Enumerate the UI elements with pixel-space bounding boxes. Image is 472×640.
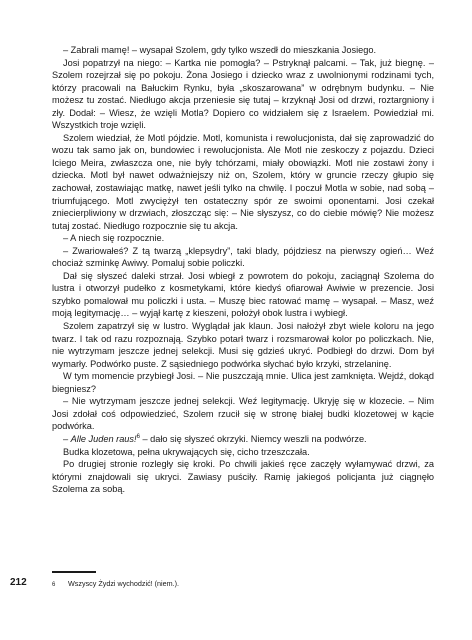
- paragraph: – Nie wytrzymam jeszcze jednej selekcji. Weź legitymację. Ukryję się w klozecie. – Nim Josi zdołał coś odpowiedzieć, Szolem rzucił się w stronę białej budki klozetowej w kącie podwórka.: [52, 396, 434, 432]
- paragraph: Szolem zapatrzył się w lustro. Wyglądał jak klaun. Josi nałożył zbyt wiele koloru na jego twarz. I tak od razu rozpoznają. Szybko potarł twarz i rozsmarował kolor po policzkach. Nie, nie wytrzymam jeszcze jednej selekcji. Musi się gdzieś ukryć. Podbiegł do drzwi. Dom był wymarły. Podwórko puste. Z sąsiedniego podwórka słychać było krzyki, strzelaninę.: [52, 321, 434, 369]
- paragraph: – Zabrali mamę! – wysapał Szolem, gdy tylko wszedł do mieszkania Josiego.: [63, 45, 377, 55]
- page-number: 212: [10, 577, 27, 588]
- main-text: [52, 44, 434, 496]
- footnote-reference: 6: [136, 433, 140, 440]
- footnote-divider: [52, 571, 96, 573]
- paragraph: Szolem wiedział, że Motl pójdzie. Motl, komunista i rewolucjonista, dał się zaprowadzić do wozu tak samo jak on, bundowiec i rewolucjonista. Ale Motl nie zeskoczy z pojazdu. Dzieci Iciego Meira, zwłaszcza one, nie były tchórzami, miały obowiązki. Motl nie zostawi żony i dziecka. Motl był nawet odważniejszy niż on, Szolem, który w gruncie rzeczy głupio się zachował, zostawiając matkę, nawet jeśli tylko na chwilę. I poczuł Motla w sobie, nad sobą – triumfującego. Motl zwyciężył ten ostateczny spór ze swoimi oponentami. Josi czekał zniecierpliwiony w drzwiach, złoszcząc się: – Nie słyszysz, co do ciebie mówię? Nie możesz tutaj zostać. Niedługo rozpocznie się tu akcja.: [52, 132, 434, 231]
- paragraph: Po drugiej stronie rozległy się kroki. Po chwili jakieś ręce zaczęły wyłamywać drzwi, za którymi znajdowali się ukryci. Zawiasy puściły. Ramię jakiegoś policjanta już ciągnęło Szolema za sobą.: [52, 459, 434, 495]
- paragraph: Budka klozetowa, pełna ukrywających się, cicho trzeszczała.: [63, 446, 310, 457]
- paragraph: – Zwariowałeś? Z tą twarzą „klepsydry”, taki blady, pójdziesz na pierwszy ogień… Weź chociaż szminkę Awiwy. Pomaluj sobie policzki.: [52, 245, 434, 269]
- paragraph: Dał się słyszeć daleki strzał. Josi wbiegł z powrotem do pokoju, zaciągnął Szolema do lustra i otworzył pudełko z kosmetykami, które kiedyś ofiarował Awiwie w prezencie. Josi szybko pomalował mu policzki i usta. – Muszę biec ratować mamę – wysapał. – Masz, weź moją legitymację… – wyjął kartę z kieszeni, położył obok lustra i wybiegł.: [52, 270, 434, 319]
- paragraph-lead: –: [63, 433, 71, 444]
- paragraph-rest: – dało się słyszeć okrzyki. Niemcy weszli na podwórze.: [139, 433, 367, 444]
- paragraph-with-footnote: [52, 433, 434, 446]
- paragraph: Josi popatrzył na niego: – Kartka nie pomogła? – Pstryknął palcami. – Tak, już biegnę. – Szolem rozejrzał się po pokoju. Żona Josiego i dziecko wraz z uwolnionymi rodzinami tych, którzy pracowali na Bałuckim Rynku, była „skoszarowana” w odrębnym budynku. – Nie możesz tu zostać. Niedługo akcja przeniesie się tutaj – krzyknął Josi od drzwi, roztargniony i zły. Dodał: – Wiesz, że wzięli Motla? Dopiero co widziałem się z Israelem. Powiedział mi. Wszystkich troje wzięli.: [52, 57, 434, 131]
- paragraph: W tym momencie przybiegł Josi. – Nie puszczają mnie. Ulica jest zamknięta. Wejdź, dokąd biegniesz?: [52, 371, 434, 394]
- german-phrase: Alle Juden raus!: [70, 433, 137, 444]
- footnote: [52, 579, 179, 590]
- footnote-marker: 6: [52, 582, 56, 588]
- footnote-text: Wszyscy Żydzi wychodzić! (niem.).: [68, 579, 180, 588]
- paragraph: – A niech się rozpocznie.: [63, 233, 165, 244]
